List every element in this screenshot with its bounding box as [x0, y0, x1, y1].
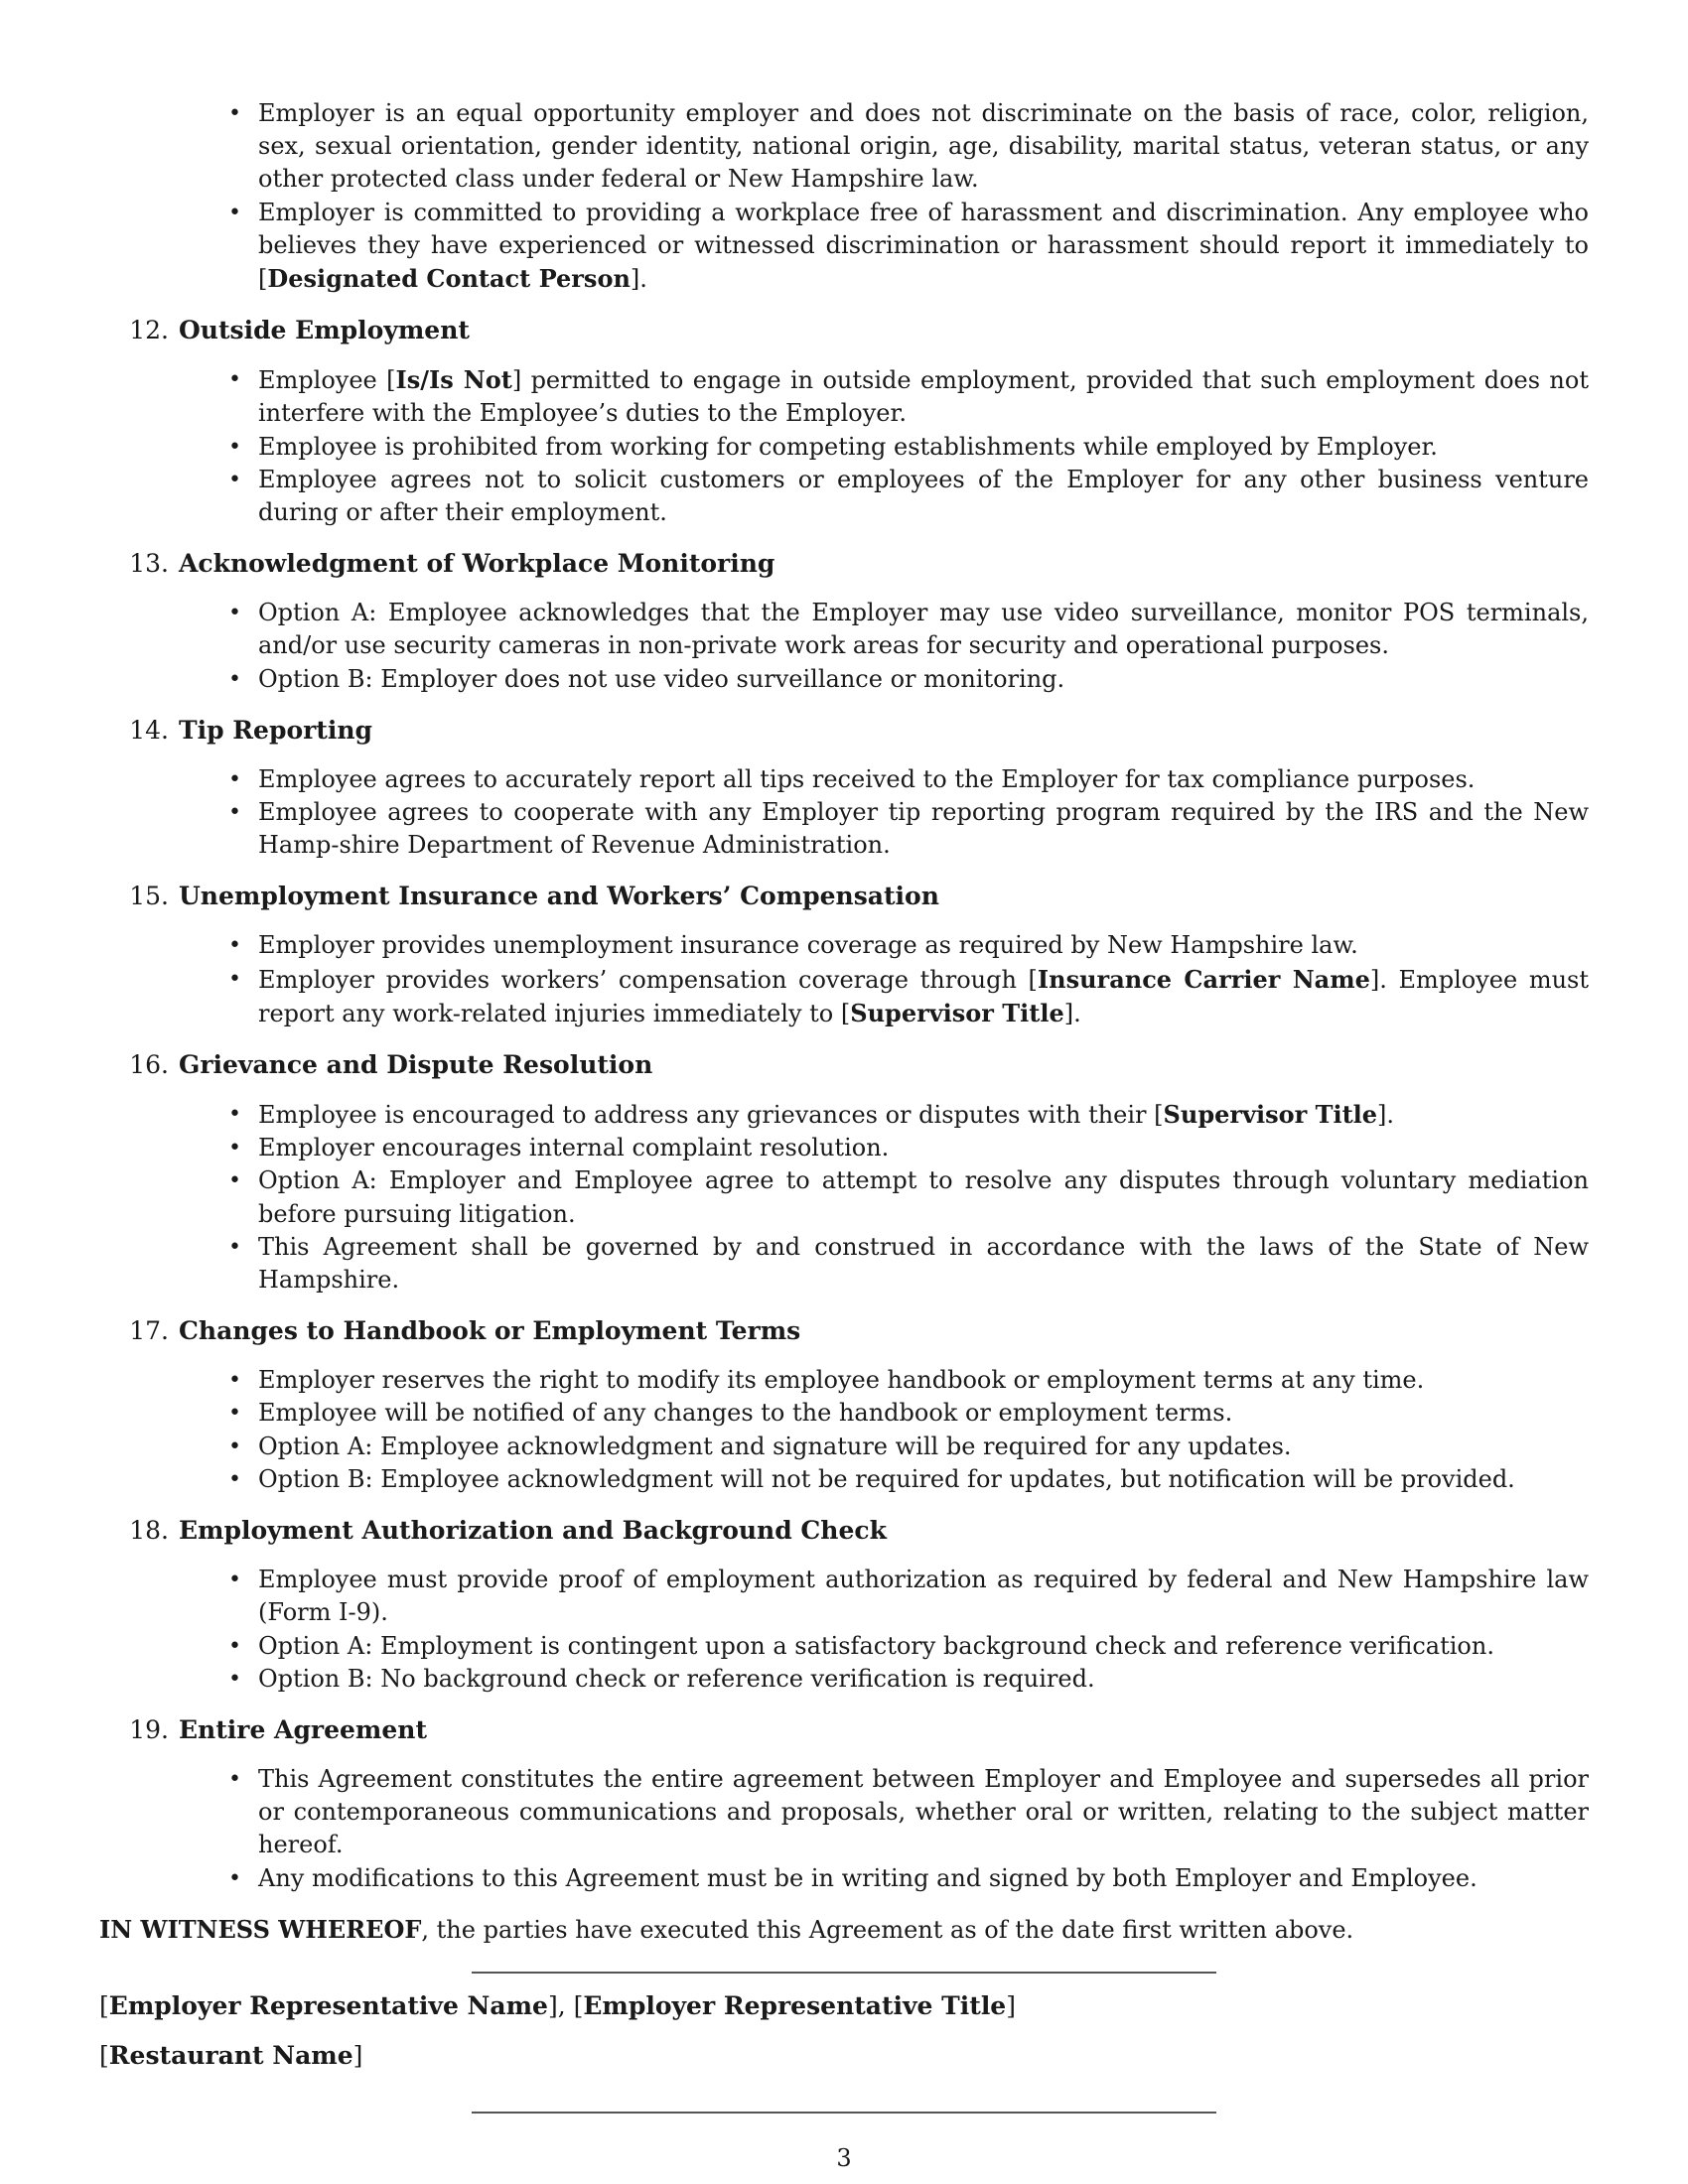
section-title: Acknowledgment of Workplace Monitoring — [179, 549, 775, 579]
section-heading — [99, 714, 1589, 747]
list-item: • This Agreement constitutes the entire agreement between Employer and Employee and supersedes all prior or contemporaneous communications and proposals, whether oral or written, relating to the subject matter hereof. — [228, 1763, 1589, 1862]
employer-rep-title: Employer Representative Title — [583, 1990, 1007, 2020]
top-bullet-list — [228, 97, 1589, 296]
section-heading — [99, 880, 1589, 912]
section-title: Tip Reporting — [179, 715, 372, 745]
witness-text: , the parties have executed this Agreement as of the date first written above. — [421, 1915, 1354, 1944]
list-item: • Employer provides workers’ compensation coverage through [Insurance Carrier Name]. Employee must report any work-related injuries immediately to [Supervisor Title]. — [228, 963, 1589, 1030]
employer-rep-line: [Employer Representative Name], [Employer Representative Title] — [99, 1990, 1016, 2020]
witness-clause — [99, 1913, 1589, 1947]
section-number: 12. — [129, 316, 169, 345]
list-item: • Employer encourages internal complaint resolution. — [228, 1132, 1589, 1164]
page-number: 3 — [836, 2144, 852, 2172]
signature-line-employee — [472, 2112, 1216, 2114]
bullet-list — [228, 597, 1589, 696]
signature-line-employer — [472, 1972, 1216, 1974]
bullet-list — [228, 1763, 1589, 1895]
section — [99, 1048, 1589, 1297]
restaurant-name: Restaurant Name — [108, 2040, 353, 2070]
bullet-list — [228, 929, 1589, 1030]
section-number: 15. — [129, 882, 169, 911]
list-item: • Any modifications to this Agreement must be in writing and signed by both Employer and Employee. — [228, 1862, 1589, 1895]
section-number: 19. — [129, 1714, 169, 1744]
bullet-list — [228, 1098, 1589, 1297]
list-item: • Option B: Employer does not use video surveillance or monitoring. — [228, 663, 1589, 696]
section-title: Unemployment Insurance and Workers’ Compensation — [179, 882, 939, 911]
section-heading — [99, 1048, 1589, 1081]
section — [99, 714, 1589, 863]
list-item: • Employee agrees not to solicit customers or employees of the Employer for any other business venture during or after their employment. — [228, 464, 1589, 529]
list-item: • Employer provides unemployment insurance coverage as required by New Hampshire law. — [228, 929, 1589, 962]
employer-rep-name: Employer Representative Name — [108, 1990, 548, 2020]
list-item: • Option B: No background check or reference verification is required. — [228, 1663, 1589, 1696]
section — [99, 880, 1589, 1030]
section-heading — [99, 314, 1589, 346]
section-title: Grievance and Dispute Resolution — [179, 1050, 653, 1080]
list-item: • Employer is committed to providing a workplace free of harassment and discrimination. Any employee who believes they have experienced or witnessed discrimination or harassment should report it immediately to [Designated Contact Person]. — [228, 197, 1589, 297]
list-item: • Employee agrees to accurately report all tips received to the Employer for tax compliance purposes. — [228, 763, 1589, 796]
section-title: Employment Authorization and Background Check — [179, 1516, 887, 1546]
document-page — [99, 97, 1589, 2114]
section-number: 16. — [129, 1050, 169, 1080]
section-number: 18. — [129, 1516, 169, 1546]
restaurant-name-line: [Restaurant Name] — [99, 2040, 363, 2070]
section-number: 17. — [129, 1316, 169, 1346]
list-item: • Employee [Is/Is Not] permitted to engage in outside employment, provided that such employment does not interfere with the Employee’s duties to the Employer. — [228, 363, 1589, 430]
list-item: • Employee is encouraged to address any grievances or disputes with their [Supervisor Title]. — [228, 1098, 1589, 1132]
bullet-list — [228, 1364, 1589, 1496]
bullet-list — [228, 763, 1589, 863]
bullet-list — [228, 363, 1589, 529]
list-item: • This Agreement shall be governed by and construed in accordance with the laws of the State of New Hampshire. — [228, 1231, 1589, 1297]
list-item: • Option A: Employment is contingent upon a satisfactory background check and reference verification. — [228, 1630, 1589, 1663]
section — [99, 1314, 1589, 1496]
witness-bold: IN WITNESS WHEREOF — [99, 1914, 422, 1944]
section-heading — [99, 1713, 1589, 1746]
list-item: • Employee will be notified of any changes to the handbook or employment terms. — [228, 1397, 1589, 1430]
list-item: • Employee must provide proof of employment authorization as required by federal and New Hampshire law (Form I-9). — [228, 1564, 1589, 1629]
section — [99, 314, 1589, 529]
section-title: Entire Agreement — [179, 1714, 427, 1744]
list-item: • Employee is prohibited from working for competing establishments while employed by Employer. — [228, 431, 1589, 464]
bullet-list — [228, 1564, 1589, 1696]
section-heading — [99, 1514, 1589, 1547]
section-title: Changes to Handbook or Employment Terms — [179, 1316, 801, 1346]
sections-container — [99, 314, 1589, 1895]
section-heading — [99, 1314, 1589, 1347]
section — [99, 547, 1589, 696]
list-item: • Option A: Employee acknowledgment and signature will be required for any updates. — [228, 1431, 1589, 1463]
section-title: Outside Employment — [179, 316, 470, 345]
list-item: • Employer is an equal opportunity employer and does not discriminate on the basis of race, color, religion, sex, sexual orientation, gender identity, national origin, age, disability, marital status, veteran status, or any other protected class under federal or New Hampshire law. — [228, 97, 1589, 197]
section-heading — [99, 547, 1589, 580]
list-item: • Option B: Employee acknowledgment will not be required for updates, but notification will be provided. — [228, 1463, 1589, 1496]
section — [99, 1514, 1589, 1696]
list-item: • Employee agrees to cooperate with any Employer tip reporting program required by the IRS and the New Hamp-shire Department of Revenue Administration. — [228, 796, 1589, 862]
section-number: 14. — [129, 715, 169, 745]
section-number: 13. — [129, 549, 169, 579]
list-item: • Employer reserves the right to modify its employee handbook or employment terms at any time. — [228, 1364, 1589, 1397]
section — [99, 1713, 1589, 1895]
list-item: • Option A: Employer and Employee agree to attempt to resolve any disputes through voluntary mediation before pursuing litigation. — [228, 1164, 1589, 1230]
list-item: • Option A: Employee acknowledges that the Employer may use video surveillance, monitor POS terminals, and/or use security cameras in non-private work areas for security and operational purposes. — [228, 597, 1589, 662]
